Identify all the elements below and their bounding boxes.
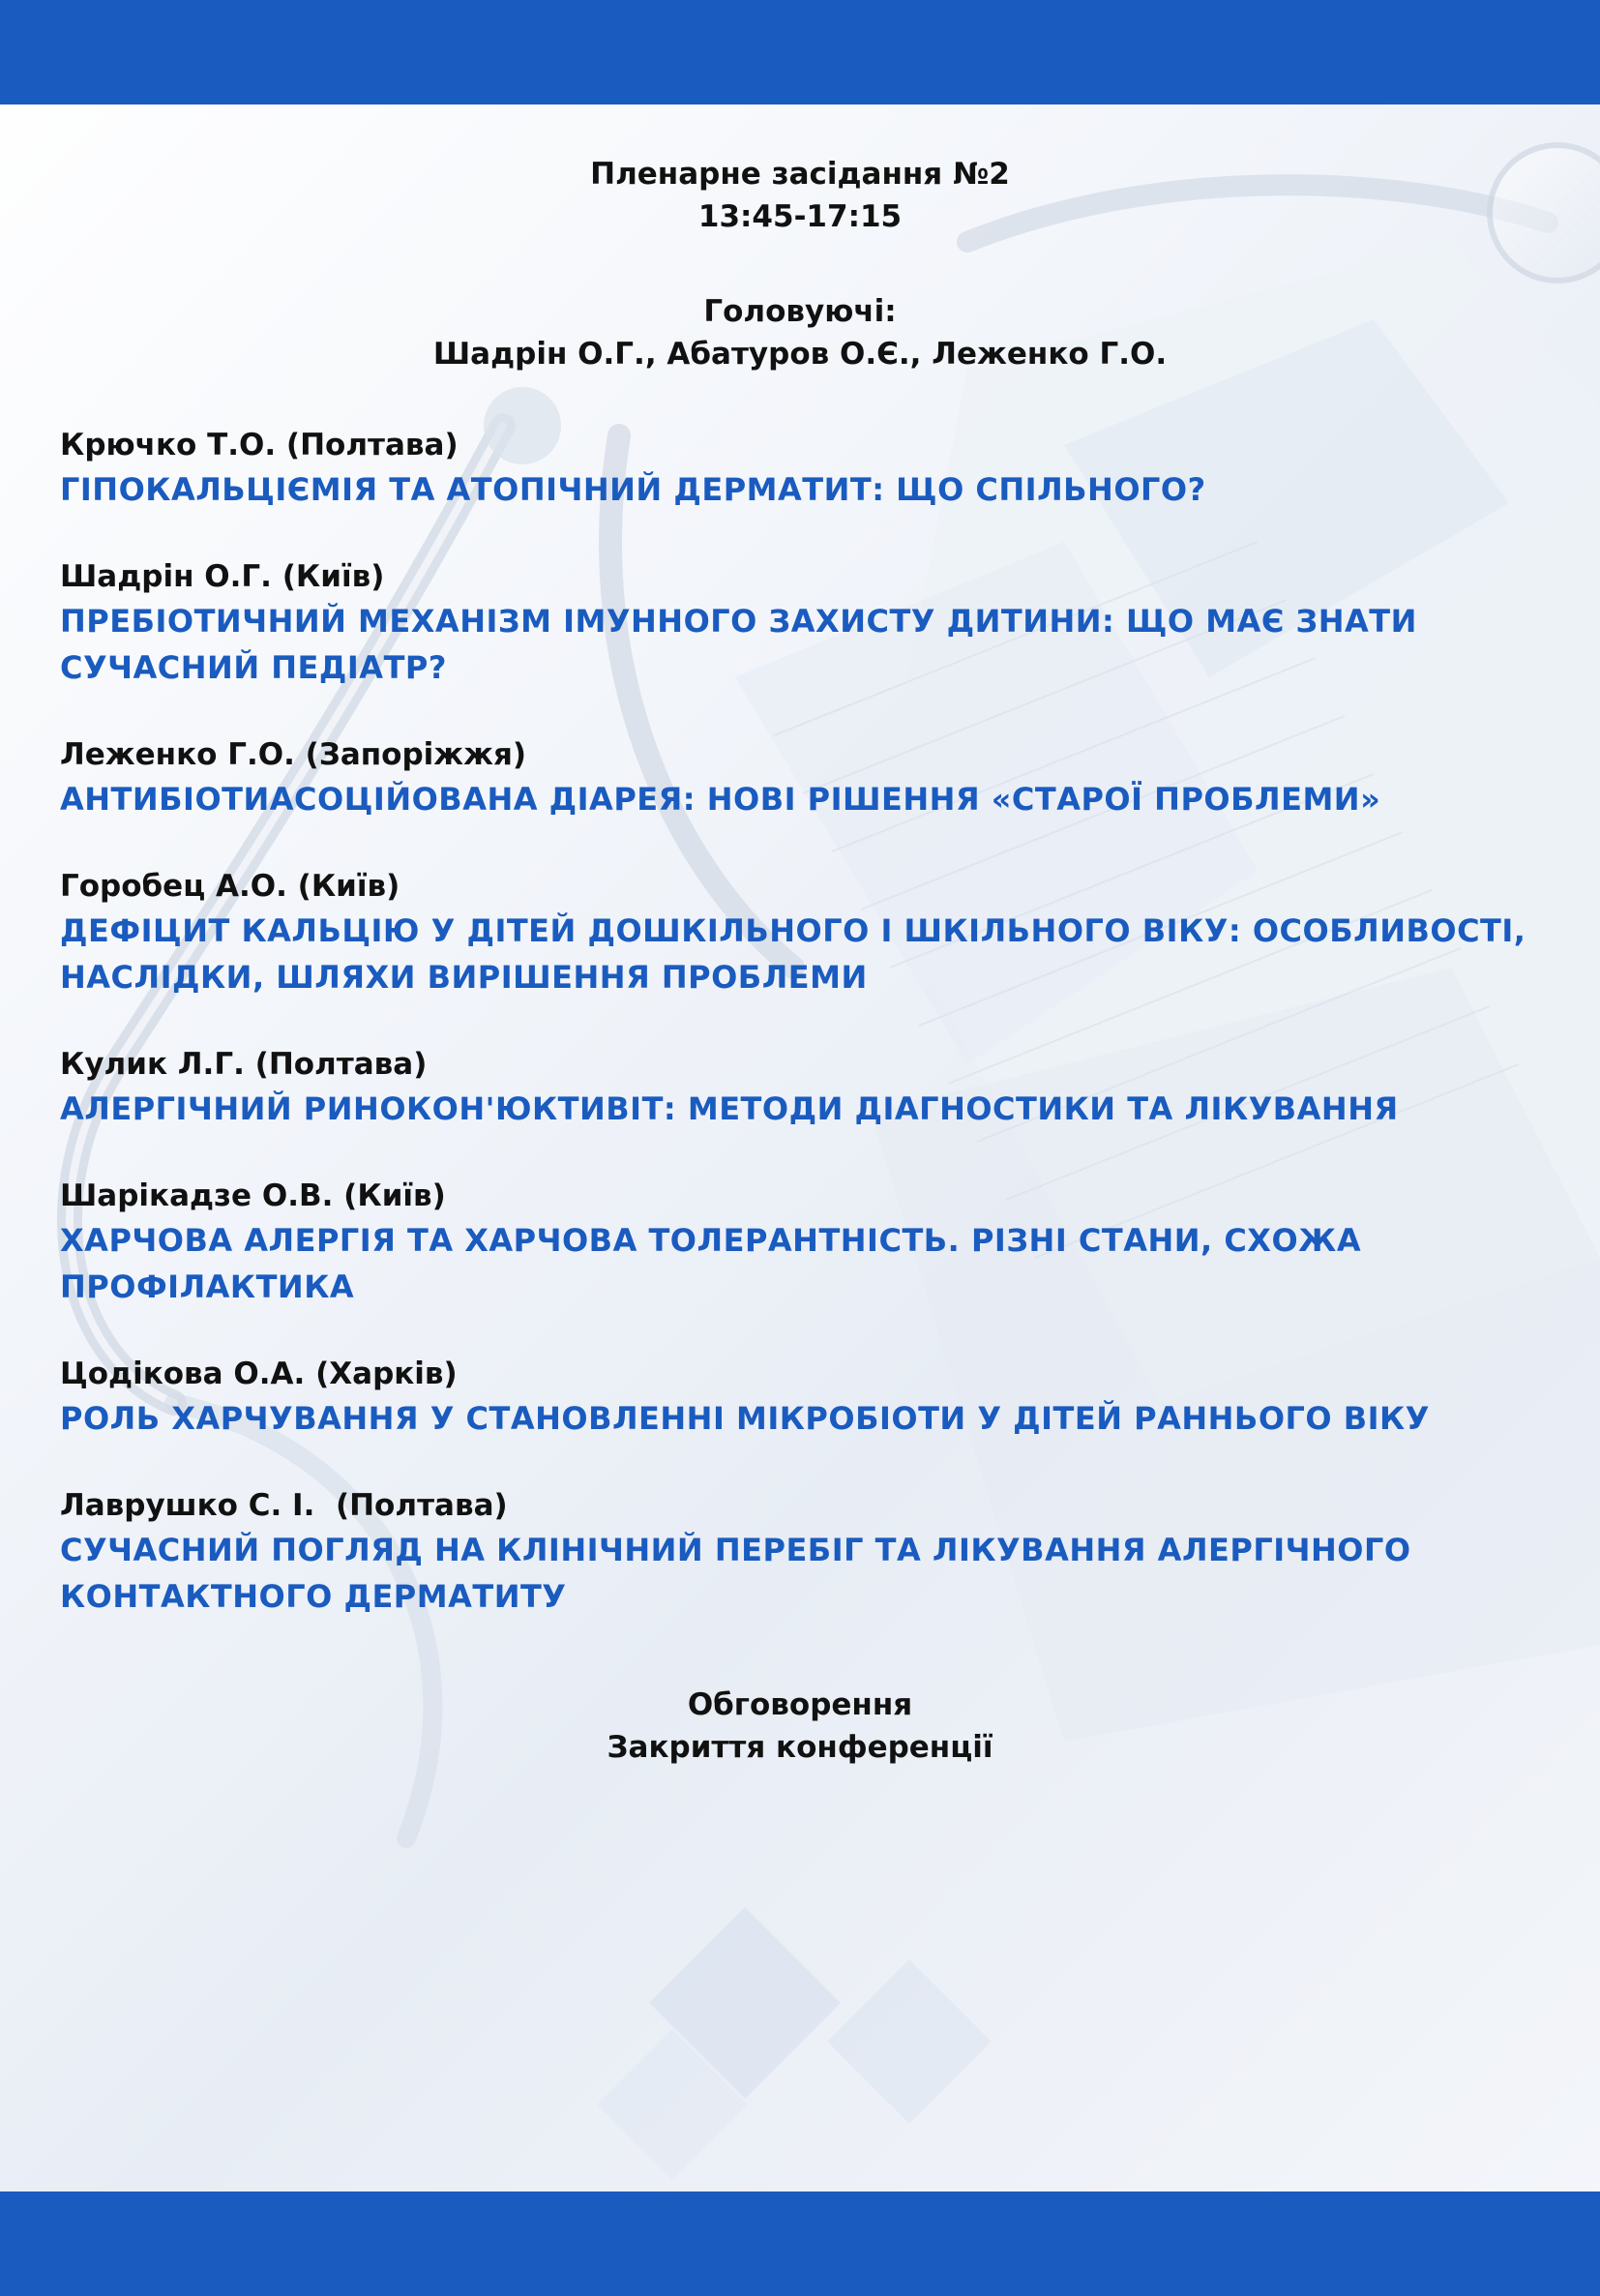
speaker: Лаврушко С. І. (Полтава) <box>60 1488 508 1523</box>
talk-item <box>60 1043 1569 1132</box>
topic-line: КОНТАКТНОГО ДЕРМАТИТУ <box>60 1578 567 1615</box>
topic-line: ПРОФІЛАКТИКА <box>60 1268 355 1305</box>
talks-list <box>60 424 1569 1662</box>
talk-topic <box>60 1217 1569 1310</box>
talk-topic <box>60 776 1569 822</box>
talk-item <box>60 733 1569 822</box>
session-title: Пленарне засідання №2 <box>590 157 1010 192</box>
session-header <box>0 153 1600 238</box>
talk-topic <box>60 908 1569 1000</box>
top-blue-band <box>0 0 1600 104</box>
topic-line: ГІПОКАЛЬЦІЄМІЯ ТА АТОПІЧНИЙ ДЕРМАТИТ: ЩО СПІЛЬНОГО? <box>60 471 1206 508</box>
topic-line: АНТИБІОТИАСОЦІЙОВАНА ДІАРЕЯ: НОВІ РІШЕННЯ «СТАРОЇ ПРОБЛЕМИ» <box>60 781 1381 818</box>
talk-topic <box>60 1527 1569 1620</box>
talk-topic <box>60 1086 1569 1132</box>
talk-topic <box>60 1395 1569 1442</box>
session-time: 13:45-17:15 <box>697 199 903 234</box>
topic-line: ПРЕБІОТИЧНИЙ МЕХАНІЗМ ІМУННОГО ЗАХИСТУ ДИТИНИ: ЩО МАЄ ЗНАТИ <box>60 603 1417 640</box>
topic-line: ДЕФІЦИТ КАЛЬЦІЮ У ДІТЕЙ ДОШКІЛЬНОГО І ШКІЛЬНОГО ВІКУ: ОСОБЛИВОСТІ, <box>60 912 1526 949</box>
conference-close-label: Закриття конференції <box>607 1730 993 1765</box>
topic-line: СУЧАСНИЙ ПОГЛЯД НА КЛІНІЧНИЙ ПЕРЕБІГ ТА ЛІКУВАННЯ АЛЕРГІЧНОГО <box>60 1532 1411 1568</box>
chairs-label: Головуючі: <box>703 294 897 329</box>
topic-line: СУЧАСНИЙ ПЕДІАТР? <box>60 649 447 686</box>
talk-item <box>60 555 1569 691</box>
speaker: Леженко Г.О. (Запоріжжя) <box>60 737 527 772</box>
speaker: Горобец А.О. (Київ) <box>60 869 400 904</box>
talk-item <box>60 865 1569 1000</box>
closing-block <box>0 1684 1600 1769</box>
bottom-blue-band <box>0 2192 1600 2296</box>
chairs-names: Шадрін О.Г., Абатуров О.Є., Леженко Г.О. <box>432 337 1168 372</box>
talk-topic <box>60 466 1569 513</box>
talk-item <box>60 1484 1569 1620</box>
speaker: Шадрін О.Г. (Київ) <box>60 559 385 594</box>
topic-line: ХАРЧОВА АЛЕРГІЯ ТА ХАРЧОВА ТОЛЕРАНТНІСТЬ. РІЗНІ СТАНИ, СХОЖА <box>60 1222 1362 1259</box>
topic-line: РОЛЬ ХАРЧУВАННЯ У СТАНОВЛЕННІ МІКРОБІОТИ У ДІТЕЙ РАННЬОГО ВІКУ <box>60 1400 1430 1437</box>
speaker: Кулик Л.Г. (Полтава) <box>60 1047 428 1082</box>
talk-item <box>60 424 1569 513</box>
speaker: Шарікадзе О.В. (Київ) <box>60 1178 446 1213</box>
topic-line: АЛЕРГІЧНИЙ РИНОКОН'ЮКТИВІТ: МЕТОДИ ДІАГНОСТИКИ ТА ЛІКУВАННЯ <box>60 1090 1399 1127</box>
talk-topic <box>60 598 1569 691</box>
speaker: Крючко Т.О. (Полтава) <box>60 428 459 462</box>
discussion-label: Обговорення <box>687 1687 913 1722</box>
topic-line: НАСЛІДКИ, ШЛЯХИ ВИРІШЕННЯ ПРОБЛЕМИ <box>60 959 868 996</box>
chairs-block <box>0 290 1600 375</box>
speaker: Цодікова О.А. (Харків) <box>60 1357 458 1391</box>
talk-item <box>60 1353 1569 1442</box>
talk-item <box>60 1175 1569 1310</box>
